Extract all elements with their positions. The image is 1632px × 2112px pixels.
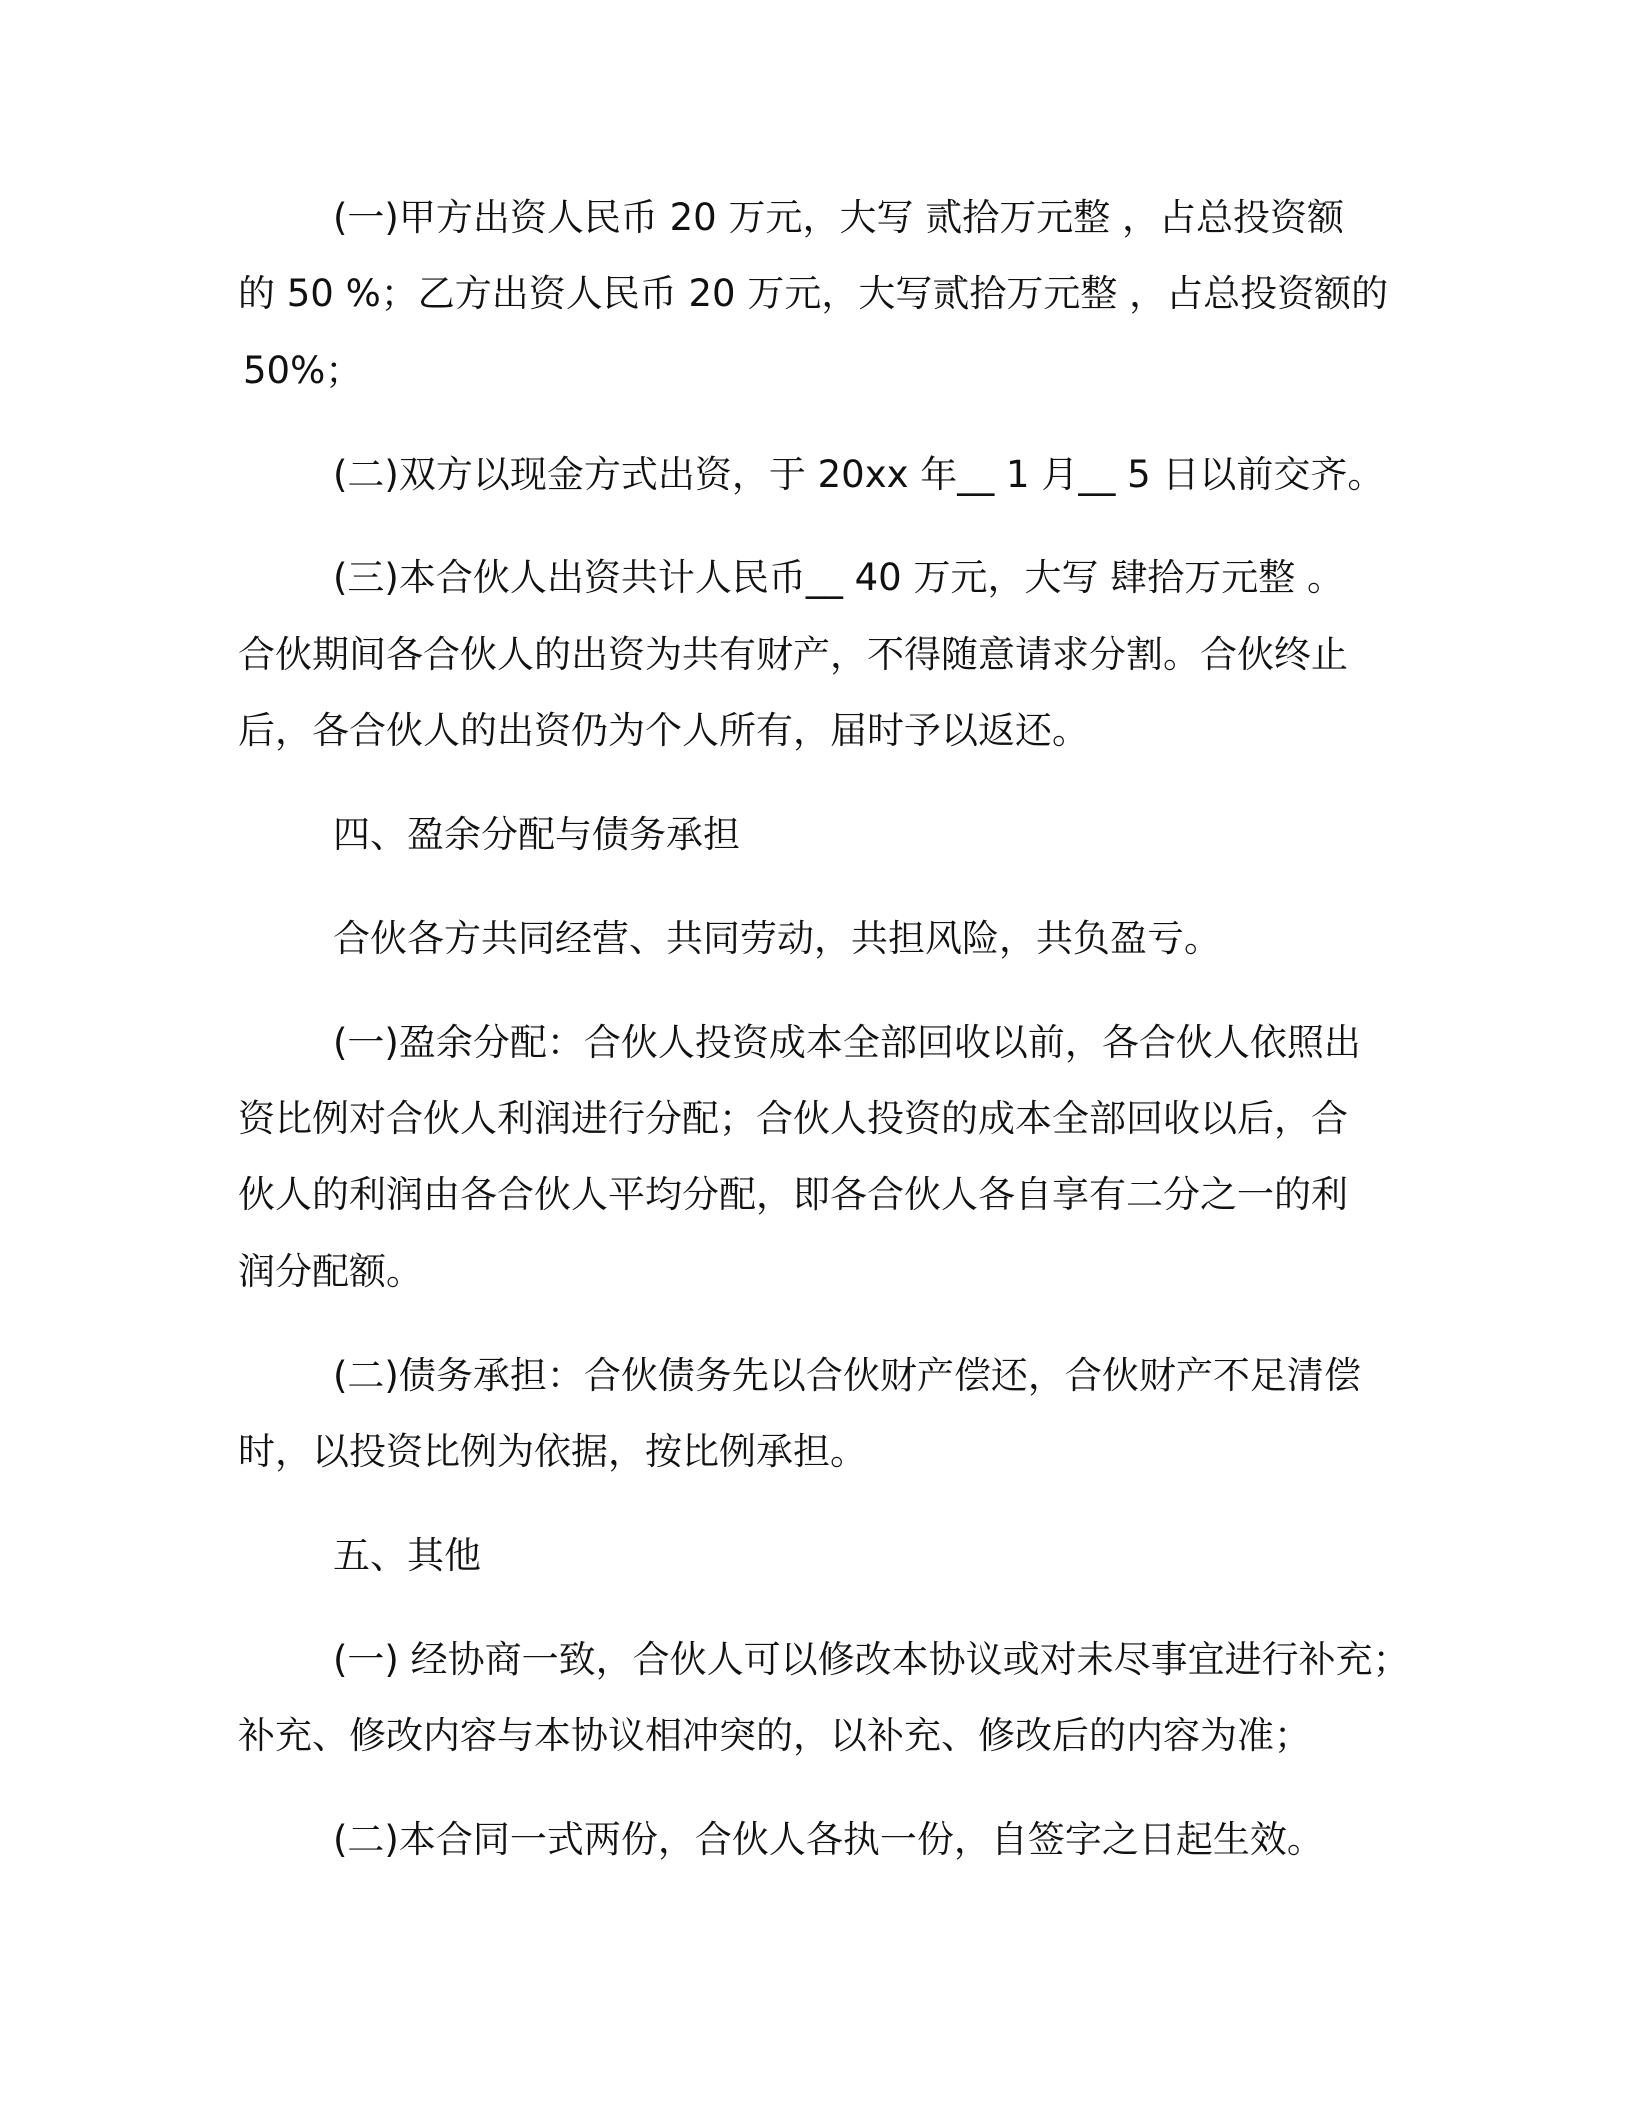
clause-4-2-line-2: 时，以投资比例为依据，按比例承担。 — [238, 1430, 867, 1473]
clause-5-1-line-1: (一) 经协商一致，合伙人可以修改本协议或对未尽事宜进行补充； — [333, 1638, 1410, 1681]
clause-4-1-line-3: 伙人的利润由各合伙人平均分配，即各合伙人各自享有二分之一的利 — [238, 1173, 1348, 1216]
clause-3-3-line-3: 后，各合伙人的出资仍为个人所有，届时予以返还。 — [238, 709, 1089, 752]
section-5-heading: 五、其他 — [333, 1534, 481, 1577]
clause-4-1-line-2: 资比例对合伙人利润进行分配；合伙人投资的成本全部回收以后，合 — [238, 1097, 1348, 1140]
clause-3-3-line-1: (三)本合伙人出资共计人民币__ 40 万元，大写 肆拾万元整 。 — [333, 556, 1344, 599]
clause-4-1-line-1: (一)盈余分配：合伙人投资成本全部回收以前，各合伙人依照出 — [333, 1021, 1361, 1064]
section-4-intro: 合伙各方共同经营、共同劳动，共担风险，共负盈亏。 — [333, 917, 1221, 960]
clause-4-2-line-1: (二)债务承担：合伙债务先以合伙财产偿还，合伙财产不足清偿 — [333, 1354, 1361, 1397]
clause-3-1-line-1: (一)甲方出资人民币 20 万元，大写 贰拾万元整 ，占总投资额 — [333, 196, 1344, 239]
clause-3-1-line-2: 的 50 %；乙方出资人民币 20 万元，大写贰拾万元整 ，占总投资额的 — [238, 272, 1389, 315]
clause-3-3-line-2: 合伙期间各合伙人的出资为共有财产，不得随意请求分割。合伙终止 — [238, 633, 1348, 676]
clause-5-2: (二)本合同一式两份，合伙人各执一份，自签字之日起生效。 — [333, 1818, 1324, 1861]
clause-5-1-line-2: 补充、修改内容与本协议相冲突的，以补充、修改后的内容为准； — [238, 1714, 1311, 1757]
clause-3-1-line-3: 50%； — [243, 349, 363, 392]
clause-3-2: (二)双方以现金方式出资，于 20xx 年__ 1 月__ 5 日以前交齐。 — [333, 453, 1385, 496]
clause-4-1-line-4: 润分配额。 — [238, 1250, 423, 1293]
section-4-heading: 四、盈余分配与债务承担 — [333, 813, 740, 856]
